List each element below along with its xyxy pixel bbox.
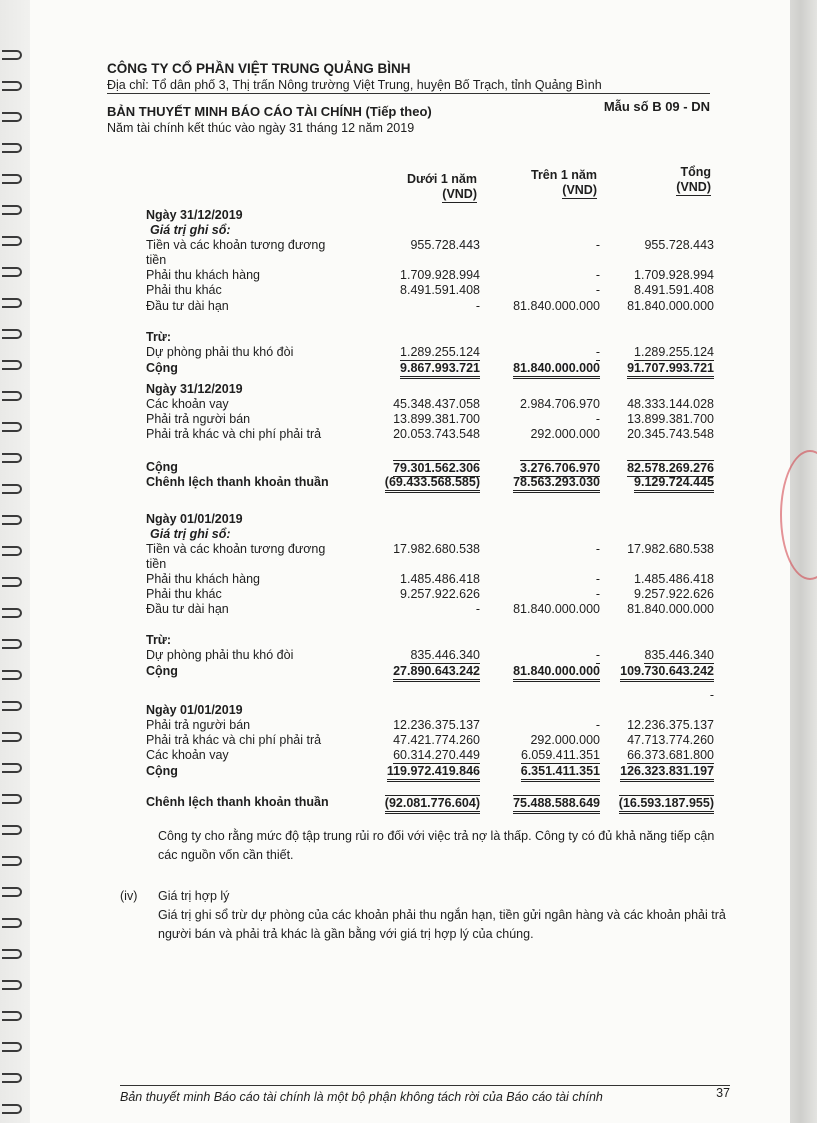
cell-c3: 82.578.269.276 xyxy=(627,461,714,475)
row-label: Đầu tư dài hạn xyxy=(146,299,229,313)
column-header-unit: (VND) xyxy=(676,180,711,194)
row-label: Chênh lệch thanh khoản thuần xyxy=(146,795,329,809)
table-row xyxy=(0,764,760,779)
table-row xyxy=(0,475,760,490)
cell-c2: - xyxy=(595,283,600,297)
fiscal-year: Năm tài chính kết thúc vào ngày 31 tháng 12 năm 2019 xyxy=(107,121,415,135)
row-label: Cộng xyxy=(146,460,178,474)
row-label: Trừ: xyxy=(146,330,172,344)
column-header-over-1-year xyxy=(531,168,597,199)
cell-c3: 81.840.000.000 xyxy=(627,299,714,313)
cell-c2: - xyxy=(595,542,600,556)
cell-c2: 81.840.000.000 xyxy=(513,361,600,379)
binding-ring xyxy=(2,112,22,122)
row-label: Ngày 01/01/2019 xyxy=(146,703,243,717)
cell-c1: (69.433.568.585) xyxy=(385,475,480,493)
cell-c3: 17.982.680.538 xyxy=(627,542,714,556)
cell-c1: (92.081.776.604) xyxy=(385,795,480,814)
cell-c3: 109.730.643.242 xyxy=(620,664,714,682)
binding-ring xyxy=(2,949,22,959)
form-number: Mẫu số B 09 - DN xyxy=(603,99,710,114)
row-label: Phải trả người bán xyxy=(146,412,251,426)
cell-c1: 47.421.774.260 xyxy=(393,733,480,747)
table-row xyxy=(0,223,760,238)
company-address: Địa chỉ: Tổ dân phố 3, Thị trấn Nông trường Việt Trung, huyện Bố Trạch, tỉnh Quảng Bình xyxy=(107,78,710,94)
cell-c3: 9.257.922.626 xyxy=(634,587,714,601)
table-row xyxy=(0,718,760,733)
table-row xyxy=(0,397,760,412)
table-row xyxy=(0,527,760,542)
fair-value-note: Giá trị ghi sổ trừ dự phòng của các khoản phải thu ngắn hạn, tiền gửi ngân hàng và các khoản phải trả người bán và phải trả khác là gần bằng với giá trị hợp lý của chúng. xyxy=(158,908,726,941)
table-row xyxy=(0,208,760,223)
cell-c1: 79.301.562.306 xyxy=(393,461,480,475)
page-number: 37 xyxy=(716,1086,730,1100)
company-name: CÔNG TY CỔ PHẦN VIỆT TRUNG QUẢNG BÌNH xyxy=(107,61,411,76)
cell-c2: - xyxy=(595,345,600,359)
cell-c2: 78.563.293.030 xyxy=(513,475,600,493)
binding-ring xyxy=(2,50,22,60)
cell-c1: 13.899.381.700 xyxy=(393,412,480,426)
row-label: Cộng xyxy=(146,664,178,678)
row-label: Ngày 31/12/2019 xyxy=(146,382,243,396)
cell-c1: 9.257.922.626 xyxy=(400,587,480,601)
cell-c2: - xyxy=(595,238,600,252)
row-label: Tiền và các khoản tương đương xyxy=(146,238,326,252)
row-label: tiền xyxy=(146,253,167,267)
column-header-unit: (VND) xyxy=(442,187,477,201)
table-row xyxy=(0,268,760,283)
row-label: Phải thu khác xyxy=(146,283,222,297)
row-label: Chênh lệch thanh khoản thuần xyxy=(146,475,329,489)
cell-c1: - xyxy=(475,299,480,313)
row-label: Cộng xyxy=(146,361,178,375)
cell-c3: 12.236.375.137 xyxy=(627,718,714,732)
cell-c3: (16.593.187.955) xyxy=(619,795,714,814)
cell-c3: 955.728.443 xyxy=(644,238,714,252)
column-header-line: Trên 1 năm xyxy=(531,168,597,182)
cell-c2: 3.276.706.970 xyxy=(520,461,600,475)
table-row xyxy=(0,238,760,253)
binding-ring xyxy=(2,980,22,990)
table-row xyxy=(0,412,760,427)
binding-ring xyxy=(2,825,22,835)
table-row xyxy=(0,330,760,345)
footer-text: Bản thuyết minh Báo cáo tài chính là một bộ phận không tách rời của Báo cáo tài chính xyxy=(120,1090,603,1104)
table-row xyxy=(0,688,760,703)
cell-c3: 91.707.993.721 xyxy=(627,361,714,379)
cell-c2: - xyxy=(595,412,600,426)
row-label: Ngày 31/12/2019 xyxy=(146,208,243,222)
column-header-line: Dưới 1 năm xyxy=(406,172,477,186)
column-header-line: Tổng xyxy=(680,165,711,179)
cell-c3: 1.709.928.994 xyxy=(634,268,714,282)
row-label: Dự phòng phải thu khó đòi xyxy=(146,345,294,359)
cell-c1: 9.867.993.721 xyxy=(400,361,480,379)
cell-c3: 9.129.724.445 xyxy=(634,475,714,493)
cell-c3: 81.840.000.000 xyxy=(627,602,714,616)
cell-c3: 48.333.144.028 xyxy=(627,397,714,411)
cell-c1: 1.289.255.124 xyxy=(400,345,480,359)
column-header-under-1-year xyxy=(407,172,477,203)
row-label: Các khoản vay xyxy=(146,397,229,411)
row-label: Phải trả khác và chi phí phải trả xyxy=(146,427,322,441)
binding-ring xyxy=(2,856,22,866)
section-title: Giá trị hợp lý xyxy=(158,889,230,903)
cell-c3: 20.345.743.548 xyxy=(627,427,714,441)
cell-c1: 119.972.419.846 xyxy=(387,764,480,782)
table-row xyxy=(0,283,760,298)
binding-ring xyxy=(2,887,22,897)
table-row xyxy=(0,664,760,679)
cell-c2: 81.840.000.000 xyxy=(513,664,600,682)
binding-ring xyxy=(2,81,22,91)
table-row xyxy=(0,748,760,763)
cell-c2: 6.351.411.351 xyxy=(521,764,600,782)
cell-c2: - xyxy=(595,268,600,282)
row-label: Trừ: xyxy=(146,633,172,647)
row-label: Các khoản vay xyxy=(146,748,229,762)
cell-c1: 835.446.340 xyxy=(410,648,480,662)
table-row xyxy=(0,733,760,748)
report-title: BẢN THUYẾT MINH BÁO CÁO TÀI CHÍNH (Tiếp theo) xyxy=(107,104,432,119)
cell-c3: 126.323.831.197 xyxy=(620,764,714,782)
binding-ring xyxy=(2,918,22,928)
cell-c3: 835.446.340 xyxy=(644,648,714,662)
cell-c1: - xyxy=(475,602,480,616)
binding-ring xyxy=(2,1042,22,1052)
cell-c1: 27.890.643.242 xyxy=(393,664,480,682)
cell-c3: 8.491.591.408 xyxy=(634,283,714,297)
table-row xyxy=(0,512,760,527)
table-row xyxy=(0,345,760,360)
cell-c2: 6.059.411.351 xyxy=(520,748,600,762)
table-row xyxy=(0,557,760,572)
row-label: Ngày 01/01/2019 xyxy=(146,512,243,526)
cell-c3: 66.373.681.800 xyxy=(627,748,714,762)
table-row xyxy=(0,648,760,663)
row-label: Phải trả người bán xyxy=(146,718,251,732)
cell-c1: 1.485.486.418 xyxy=(400,572,480,586)
cell-c1: 17.982.680.538 xyxy=(393,542,480,556)
cell-c1: 1.709.928.994 xyxy=(400,268,480,282)
row-label: Giá trị ghi sổ: xyxy=(150,527,231,541)
cell-c2: - xyxy=(595,648,600,662)
cell-c2: - xyxy=(595,718,600,732)
column-header-total xyxy=(676,165,711,196)
cell-c2: - xyxy=(595,587,600,601)
row-label: Dự phòng phải thu khó đòi xyxy=(146,648,294,662)
binding-ring xyxy=(2,1104,22,1114)
row-label: Cộng xyxy=(146,764,178,778)
table-row xyxy=(0,460,760,475)
cell-c2: 81.840.000.000 xyxy=(513,299,600,313)
cell-c1: 8.491.591.408 xyxy=(400,283,480,297)
binding-ring xyxy=(2,143,22,153)
row-label: tiền xyxy=(146,557,167,571)
table-row xyxy=(0,795,760,810)
table-row xyxy=(0,602,760,617)
cell-c3: 47.713.774.260 xyxy=(627,733,714,747)
cell-c2: 75.488.588.649 xyxy=(513,795,600,814)
table-row xyxy=(0,299,760,314)
cell-c1: 12.236.375.137 xyxy=(393,718,480,732)
liquidity-note: Công ty cho rằng mức độ tập trung rủi ro đối với việc trả nợ là thấp. Công ty có đủ khả năng tiếp cận các nguồn vốn cần thiết. xyxy=(158,829,715,862)
cell-c1: 45.348.437.058 xyxy=(393,397,480,411)
cell-c1: 955.728.443 xyxy=(410,238,480,252)
binding-ring xyxy=(2,1011,22,1021)
row-label: Phải thu khách hàng xyxy=(146,572,260,586)
table-row xyxy=(0,703,760,718)
table-row xyxy=(0,427,760,442)
table-row xyxy=(0,587,760,602)
cell-c2: 292.000.000 xyxy=(530,427,600,441)
row-label: Giá trị ghi sổ: xyxy=(150,223,231,237)
row-label: Đầu tư dài hạn xyxy=(146,602,229,616)
binding-ring xyxy=(2,174,22,184)
section-number: (iv) xyxy=(120,889,138,903)
table-row xyxy=(0,633,760,648)
cell-c2: 81.840.000.000 xyxy=(513,602,600,616)
page-footer xyxy=(120,1085,730,1104)
table-row xyxy=(0,253,760,268)
table-row xyxy=(0,361,760,376)
table-row xyxy=(0,572,760,587)
binding-ring xyxy=(2,1073,22,1083)
cell-c3: - xyxy=(709,688,714,702)
table-row xyxy=(0,542,760,557)
cell-c2: 292.000.000 xyxy=(530,733,600,747)
cell-c3: 1.485.486.418 xyxy=(634,572,714,586)
cell-c1: 20.053.743.548 xyxy=(393,427,480,441)
cell-c2: 2.984.706.970 xyxy=(520,397,600,411)
row-label: Phải thu khách hàng xyxy=(146,268,260,282)
cell-c2: - xyxy=(595,572,600,586)
row-label: Phải thu khác xyxy=(146,587,222,601)
table-row xyxy=(0,382,760,397)
cell-c3: 13.899.381.700 xyxy=(627,412,714,426)
row-label: Tiền và các khoản tương đương xyxy=(146,542,326,556)
cell-c3: 1.289.255.124 xyxy=(634,345,714,359)
cell-c1: 60.314.270.449 xyxy=(393,748,480,762)
column-header-unit: (VND) xyxy=(562,183,597,197)
row-label: Phải trả khác và chi phí phải trả xyxy=(146,733,322,747)
